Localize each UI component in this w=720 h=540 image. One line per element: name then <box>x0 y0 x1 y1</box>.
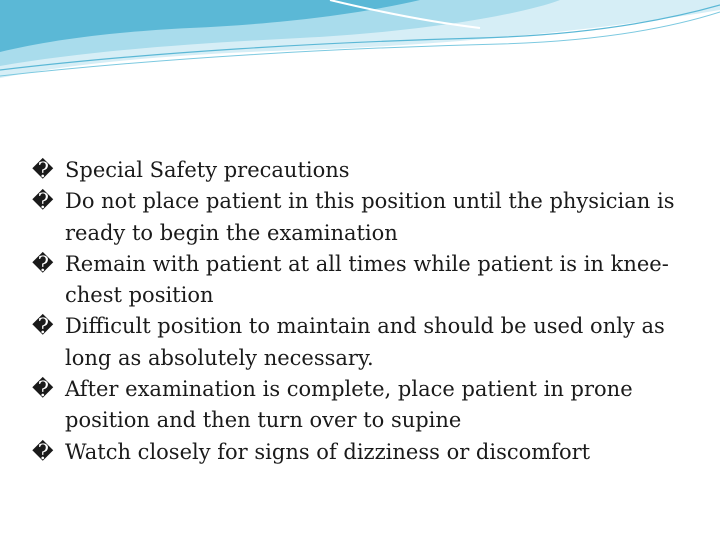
bullet-marker: � <box>32 314 54 339</box>
bullet-text: After examination is complete, place patient in prone position and then turn over to supine <box>65 377 633 433</box>
bullet-text: Difficult position to maintain and should be used only as long as absolutely necessary. <box>65 314 665 370</box>
bullet-item-3 <box>32 249 692 312</box>
bullet-text: Special Safety precautions <box>65 158 350 182</box>
bullet-text: Remain with patient at all times while patient is in knee-chest position <box>65 251 669 308</box>
bullet-marker: � <box>32 189 54 214</box>
bullet-marker: � <box>32 251 54 276</box>
bullet-item-4 <box>32 311 692 374</box>
bullet-list <box>32 155 692 468</box>
bullet-text: Watch closely for signs of dizziness or discomfort <box>65 439 591 464</box>
bullet-item-1 <box>32 155 692 186</box>
bullet-marker: � <box>32 377 54 402</box>
bullet-item-5 <box>32 374 692 437</box>
bullet-item-6 <box>32 437 692 468</box>
bullet-marker: � <box>32 158 54 182</box>
header-wave-decoration <box>0 0 720 90</box>
bullet-text: Do not place patient in this position until the physician is ready to begin the examination <box>65 189 675 245</box>
bullet-item-2 <box>32 186 692 249</box>
content-area <box>32 155 692 468</box>
bullet-marker: � <box>32 439 54 464</box>
